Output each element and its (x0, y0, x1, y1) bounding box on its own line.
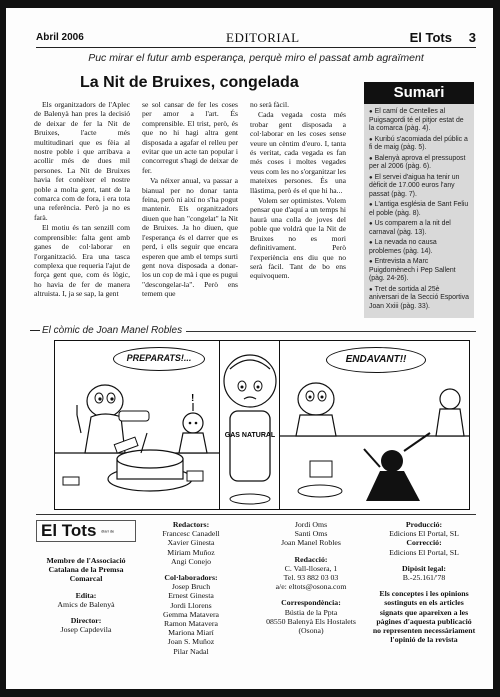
edita-label: Edita: (75, 590, 97, 600)
comic-strip (54, 340, 470, 510)
page-header (36, 30, 476, 46)
staff-name: Jordi Llorens (170, 600, 212, 610)
scan-edge-right (493, 0, 500, 697)
redactors-label: Redactors: (172, 520, 210, 529)
staff-name: Angi Conejo (170, 556, 212, 566)
staff-name: Ernest Ginesta (168, 591, 214, 601)
publication-logo (36, 520, 136, 542)
comic-caption (30, 325, 182, 336)
comic-panel-1-drawing (55, 341, 220, 509)
correspondencia-label: Correspondència: (281, 598, 341, 608)
article-paragraph: se sol cansar de fer les coses per amor a l'art. És comprensible. El trist, però, és que no hi hagi altra gent disposada a agafar el relleu per evitar que un acte tan popular i concorregut s'hagi de deixar de fer. (142, 100, 238, 175)
comic-panel-1 (55, 341, 220, 509)
masthead-contact (251, 520, 371, 635)
comic-caption-text: El còmic de Joan Manel Robles (42, 325, 183, 336)
director-value: Josep Capdevila (60, 625, 112, 635)
address-line: C. Vall-llosera, 1 (284, 563, 338, 573)
article-paragraph: Cada vegada costa més trobar gent disposada a col·laborar en les coses sense veure un cèntim d'euro. I, tanta és veritat, cada vegada es fan més coses i moltes vegades veus com les no s'organitzar les mateixes persones. És una llàstima, però és el que hi ha... (250, 110, 346, 195)
comic-caption-rule (186, 331, 476, 332)
email-line: a/e: eltots@osona.com (275, 582, 347, 592)
summary-item: ● El servei d'aigua ha tenir un dèficit de 17.000 euros l'any passat (pàg. 7). (369, 174, 469, 200)
masthead-production (372, 520, 476, 644)
alarm-mark: ! (191, 393, 195, 404)
summary-list (364, 104, 474, 311)
staff-name: Gemma Matavera (162, 609, 220, 619)
director-label: Director: (70, 616, 102, 626)
produccio-value: Edicions El Portal, SL (389, 529, 459, 539)
redaccio-label: Redacció: (294, 554, 328, 564)
page-number: 3 (468, 30, 476, 45)
staff-name: Ramon Matavera (164, 619, 218, 629)
summary-title: Sumari (364, 82, 474, 104)
summary-item: ● Us comparem a la nit del carnaval (pàg. 13). (369, 220, 469, 237)
header-divider (36, 47, 476, 48)
staff-name: Francesc Canadell (162, 529, 220, 539)
article-headline: La Nit de Bruixes, congelada (80, 74, 299, 91)
summary-item: ● El camí de Centelles al Puigsagordi té el pitjor estat de la comarca (pàg. 4). (369, 108, 469, 134)
issue-date: Abril 2006 (36, 32, 84, 43)
logo-subtext: diari de (101, 528, 115, 534)
address-line: Bústia de la Ppta (284, 607, 338, 617)
caption-dash (30, 330, 40, 331)
comic-panel-3 (280, 341, 470, 509)
staff-name: Josep Bruch (171, 582, 211, 592)
article-column-2 (142, 100, 238, 318)
publication-name: El Tots (409, 30, 452, 45)
edita-value: Amics de Balenyà (57, 599, 115, 609)
scan-edge-left (0, 0, 6, 697)
staff-name: Joan Manel Robles (281, 538, 341, 548)
address-line: 08550 Balenyà Els Hostalets (266, 616, 356, 626)
summary-item: ● Entrevista a Marc Puigdomènech i Pep Sallent (pàg. 24-26). (369, 258, 469, 284)
masthead (36, 520, 476, 682)
masthead-divider (36, 514, 476, 515)
summary-item: ● Kuribú s'acomiada del públic a fi de maig (pàg. 5). (369, 136, 469, 153)
summary-item: ● La nevada no causa problemes (pàg. 14). (369, 239, 469, 256)
article-paragraph: no serà fàcil. (250, 100, 290, 109)
produccio-label: Producció: (405, 520, 443, 529)
comic-panel-2-drawing (220, 341, 280, 509)
article-paragraph: Volem ser optimistes. Volem pensar que d'aquí a un temps hi haurà una colla de joves del poble que voldrà que la Nit de Bruixes no es mori definitivament. Però l'experiència ens diu que no serà fàcil. Tant de bo ens equivoquem. (250, 196, 346, 281)
staff-name: Pilar Nadal (173, 646, 209, 656)
speech-bubble: PREPARATS!... (113, 347, 205, 371)
gas-tank-label: GAS NATURAL (224, 432, 276, 439)
scan-edge-bottom (0, 689, 500, 697)
diposit-label: Dipòsit legal: (402, 563, 446, 573)
staff-name: Santi Oms (294, 529, 328, 539)
article-paragraph: Els organitzadors de l'Aplec de Balenyà han pres la decisió de deixar de fer la Nit de Bruixes, l'acte més multitudinari que es fèia al nostre poble i que arribava a acollir més de dues mil persones. La Nit de Bruixes havia fet conèixer el nostre poble a molta gent, tant de la comarca com de fora, i era tota una referència. Però ja no es farà. (34, 100, 130, 222)
comic-panel-3-drawing (280, 341, 470, 509)
staff-name: Míriam Muñoz (167, 547, 215, 557)
summary-item: ● Tret de sortida al 25è aniversari de la Secció Esportiva Joan Xxiii (pàg. 33). (369, 286, 469, 312)
speech-bubble: ENDAVANT!! (326, 347, 426, 373)
article-column-3 (250, 100, 346, 318)
diposit-value: B.-25.161/'78 (402, 573, 446, 583)
correccio-label: Correcció: (406, 538, 442, 548)
staff-name: Joan S. Muñoz (167, 637, 215, 647)
article-paragraph: El motiu és tan senzill com comprensible: falta gent amb ganes de col·laborar en l'organització. Era una tasca complexa que requeria l'ajut de força gent que, com és lògic, ho havia de fer de manera altruista. I, ja se sap, la gent (34, 223, 130, 299)
article-column-1 (34, 100, 130, 318)
collaboradors-label: Col·laboradors: (164, 573, 218, 583)
staff-name: Mariona Miarí (168, 628, 214, 638)
address-line: (Osona) (298, 626, 324, 636)
comic-panel-2 (220, 341, 280, 509)
summary-box (364, 82, 474, 318)
logo-text: El Tots (41, 521, 97, 540)
kicker-quote: Puc mirar el futur amb esperança, perquè miro el passat amb agraïment (88, 52, 424, 64)
staff-name: Xavier Ginesta (167, 538, 215, 548)
masthead-publisher (36, 556, 136, 634)
disclaimer: Els conceptes i les opinions sostinguts en els articles signats que apareixen a les pàgines d'aquesta publicació no representen necessàriament l'opinió de la revista (372, 589, 476, 645)
masthead-staff (136, 520, 246, 656)
section-title: EDITORIAL (226, 30, 300, 45)
summary-item: ● L'antiga església de Sant Feliu el poble (pàg. 8). (369, 201, 469, 218)
summary-item: ● Balenyà aprova el pressupost per al 2006 (pàg. 6). (369, 155, 469, 172)
staff-name: Jordi Oms (294, 520, 328, 529)
member-statement: Membre de l'Associació Catalana de la Premsa Comarcal (46, 556, 126, 584)
phone-line: Tel. 93 882 03 03 (283, 573, 339, 583)
correccio-value: Edicions El Portal, SL (389, 547, 459, 557)
article-paragraph: Va néixer anual, va passar a bianual per no donar tanta feina, però ni així no s'ha pogut mantenir. Els organitzadors diuen que han "congelat" la Nit de Bruixes. Ja ho diuen, que l'esperança és el darrer que es perd, i ells seguir que encara esperen que amb el temps surti gent nova disposada a donar-los un cop de mà i que es pugui "descongelar-la". Però ens temem que (142, 176, 238, 299)
scan-edge-top (0, 0, 500, 8)
